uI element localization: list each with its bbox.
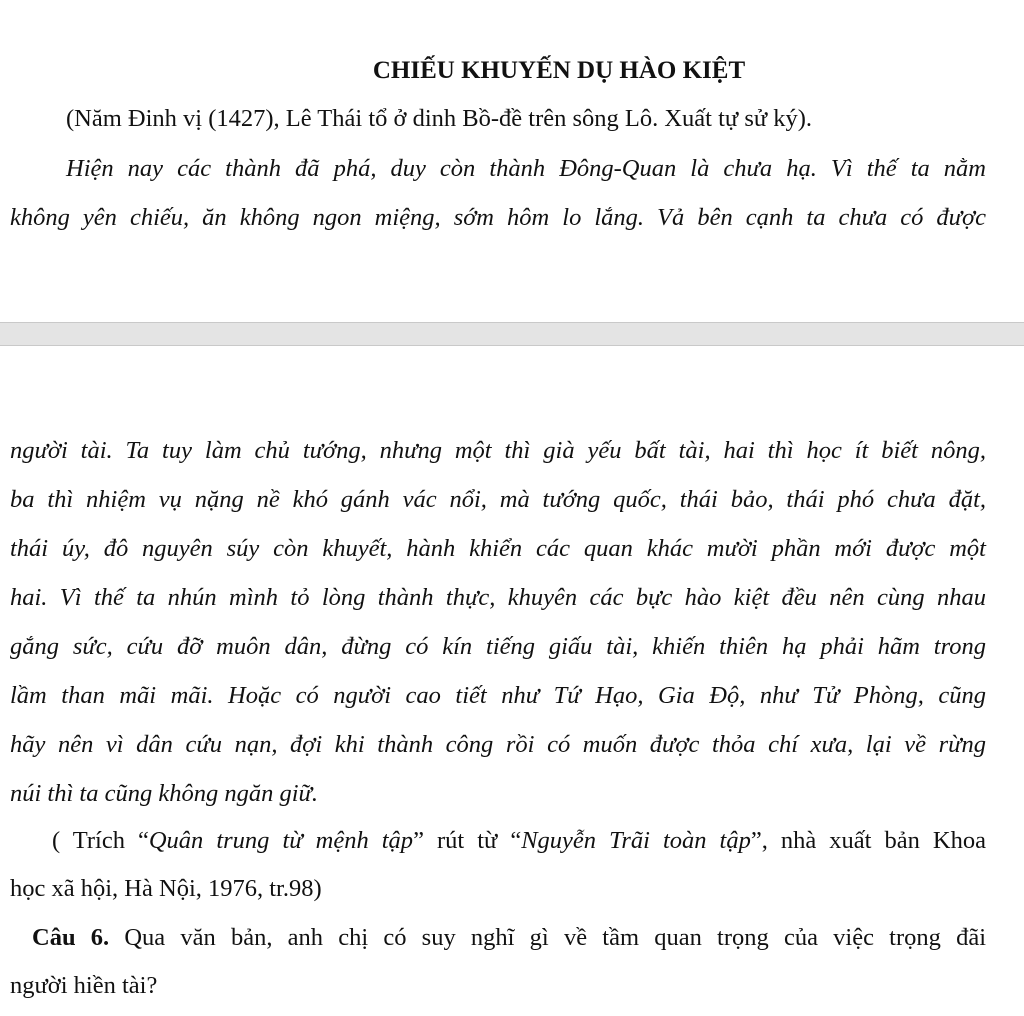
citation-mid: ” rút từ “ (413, 827, 522, 854)
body-line-6: hai. Vì thế ta nhún mình tỏ lòng thành thực, khuyên các bực hào kiệt đều nên cùng nhau (10, 584, 986, 611)
body-line-4: ba thì nhiệm vụ nặng nề khó gánh vác nổi, mà tướng quốc, thái bảo, thái phó chưa đặt, (10, 486, 986, 513)
body-line-2: không yên chiếu, ăn không ngon miệng, sớm hôm lo lắng. Vả bên cạnh ta chưa có được (10, 204, 986, 231)
document-page-1 (0, 0, 1024, 322)
body-line-10: núi thì ta cũng không ngăn giữ. (10, 780, 319, 807)
body-line-7: gắng sức, cứu đỡ muôn dân, đừng có kín tiếng giấu tài, khiến thiên hạ phải hãm trong (10, 633, 986, 660)
citation-line-1 (52, 826, 986, 856)
body-line-1: Hiện nay các thành đã phá, duy còn thành Đông-Quan là chưa hạ. Vì thế ta nằm (66, 155, 986, 182)
citation-work-2: Nguyễn Trãi toàn tập (521, 827, 751, 854)
question-line-1 (32, 923, 986, 953)
citation-work-1: Quân trung từ mệnh tập (148, 827, 414, 854)
body-line-5: thái úy, đô nguyên súy còn khuyết, hành khiển các quan khác mười phần mới được một (10, 535, 986, 562)
citation-suffix: ”, nhà xuất bản Khoa (750, 827, 986, 854)
question-line-2: người hiền tài? (10, 972, 158, 999)
question-text: Qua văn bản, anh chị có suy nghĩ gì về tầm quan trọng của việc trọng đãi (109, 924, 987, 951)
body-line-8: lầm than mãi mãi. Hoặc có người cao tiết như Tứ Hạo, Gia Độ, như Tử Phòng, cũng (10, 682, 986, 709)
citation-line-2: học xã hội, Hà Nội, 1976, tr.98) (10, 875, 322, 902)
citation-prefix: ( Trích “ (52, 827, 149, 854)
body-line-9: hãy nên vì dân cứu nạn, đợi khi thành công rồi có muốn được thỏa chí xưa, lại về rừng (10, 731, 986, 758)
document-title: CHIẾU KHUYẾN DỤ HÀO KIỆT (372, 57, 746, 84)
document-subtitle: (Năm Đinh vị (1427), Lê Thái tổ ở dinh Bồ-đề trên sông Lô. Xuất tự sử ký). (66, 105, 813, 132)
document-page-2 (0, 346, 1024, 1016)
body-line-3: người tài. Ta tuy làm chủ tướng, nhưng một thì già yếu bất tài, hai thì học ít biết nông, (10, 437, 986, 464)
question-label: Câu 6. (32, 924, 110, 951)
page-break-separator (0, 322, 1024, 346)
